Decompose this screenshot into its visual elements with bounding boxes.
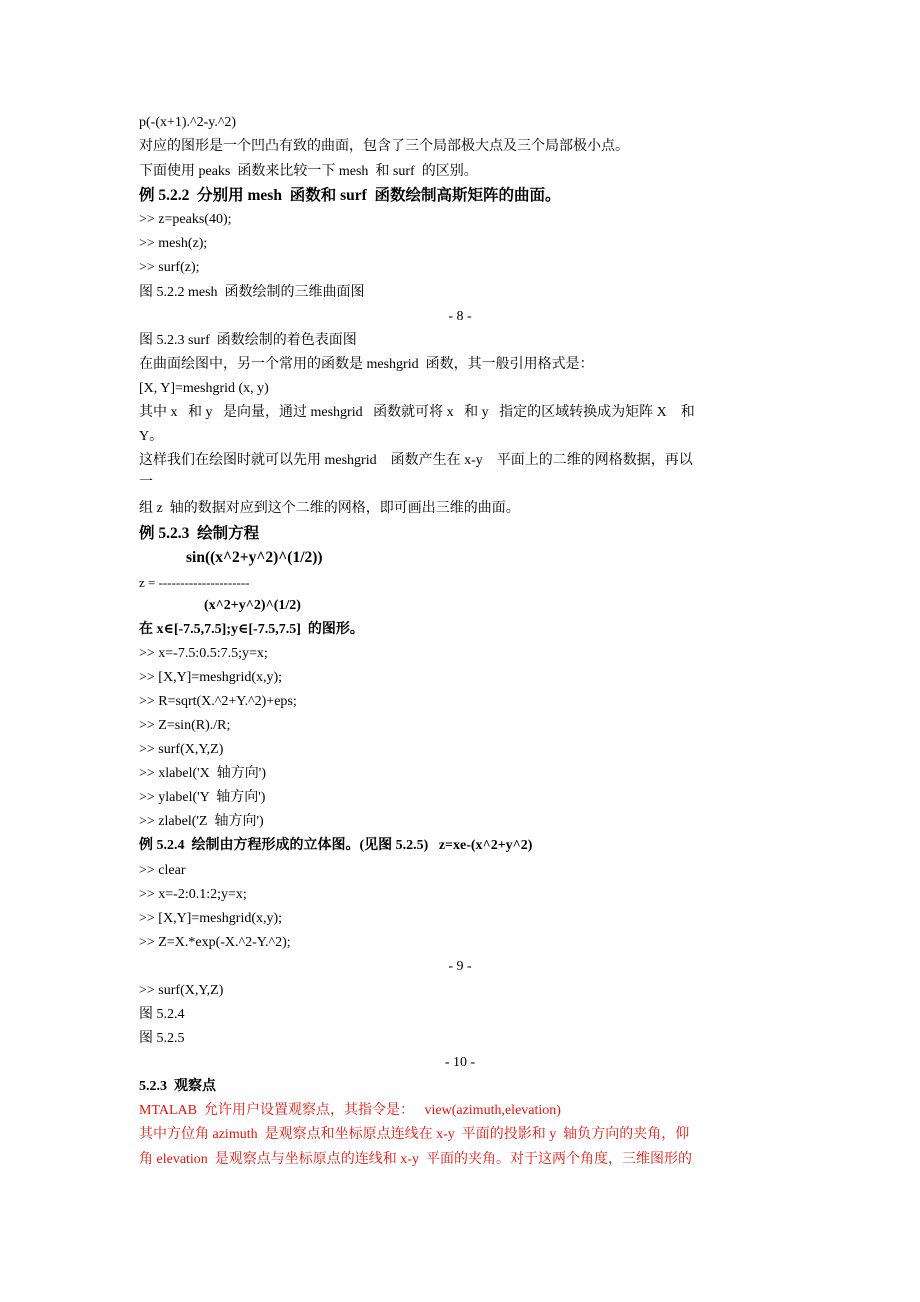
text-line: 在曲面绘图中，另一个常用的函数是 meshgrid 函数，其一般引用格式是： xyxy=(139,357,594,372)
code-line: >> z=peaks(40); xyxy=(139,212,232,227)
text-line: 这样我们在绘图时就可以先用 meshgrid 函数产生在 x-y 平面上的二维的网格数据，再以 xyxy=(139,453,693,468)
equation-denominator: (x^2+y^2)^(1/2) xyxy=(204,598,301,613)
code-line: >> surf(X,Y,Z) xyxy=(139,742,224,757)
page-number: - 9 - xyxy=(448,959,472,974)
text-line: 其中方位角 azimuth 是观察点和坐标原点连线在 x-y 平面的投影和 y 轴负方向的夹角，仰 xyxy=(139,1127,690,1142)
code-line: >> ylabel('Y 轴方向') xyxy=(139,790,266,805)
example-heading: 例 5.2.2 分别用 mesh 函数和 surf 函数绘制高斯矩阵的曲面。 xyxy=(139,187,561,204)
code-line: >> Z=X.*exp(-X.^2-Y.^2); xyxy=(139,935,291,950)
code-line: >> mesh(z); xyxy=(139,236,208,251)
text-line: Y。 xyxy=(139,429,164,444)
text-line: 其中 x 和 y 是向量，通过 meshgrid 函数就可将 x 和 y 指定的区域转换成为矩阵 X 和 xyxy=(139,405,695,420)
code-line: >> Z=sin(R)./R; xyxy=(139,718,231,733)
figure-caption: 图 5.2.5 xyxy=(139,1031,185,1046)
code-line: >> xlabel('X 轴方向') xyxy=(139,766,266,781)
text-line: [X, Y]=meshgrid (x, y) xyxy=(139,381,269,396)
text-line: MTALAB 允许用户设置观察点，其指令是： view(azimuth,elevation) xyxy=(139,1103,561,1118)
code-line: >> x=-7.5:0.5:7.5;y=x; xyxy=(139,646,268,661)
figure-caption: 图 5.2.2 mesh 函数绘制的三维曲面图 xyxy=(139,285,365,300)
code-line: >> zlabel('Z 轴方向') xyxy=(139,814,264,829)
text-line: p(-(x+1).^2-y.^2) xyxy=(139,115,237,130)
figure-caption: 图 5.2.3 surf 函数绘制的着色表面图 xyxy=(139,333,357,348)
section-heading: 5.2.3 观察点 xyxy=(139,1079,216,1094)
example-heading: 例 5.2.4 绘制由方程形成的立体图。(见图 5.2.5) z=xe-(x^2+y^2) xyxy=(139,838,533,853)
text-line: 一 xyxy=(139,475,153,490)
code-line: >> [X,Y]=meshgrid(x,y); xyxy=(139,911,283,926)
text-line: 在 x∈[-7.5,7.5];y∈[-7.5,7.5] 的图形。 xyxy=(139,622,364,637)
example-heading: 例 5.2.3 绘制方程 xyxy=(139,525,260,542)
code-line: >> R=sqrt(X.^2+Y.^2)+eps; xyxy=(139,694,297,709)
text-line: 组 z 轴的数据对应到这个二维的网格，即可画出三维的曲面。 xyxy=(139,501,520,516)
equation-fraction-line: z = --------------------- xyxy=(139,575,250,590)
equation-numerator: sin((x^2+y^2)^(1/2)) xyxy=(186,549,323,566)
page-number: - 8 - xyxy=(448,309,472,324)
page-number: - 10 - xyxy=(444,1055,476,1070)
text-line: 角 elevation 是观察点与坐标原点的连线和 x-y 平面的夹角。对于这两个角度，三维图形的 xyxy=(139,1152,692,1167)
code-line: >> [X,Y]=meshgrid(x,y); xyxy=(139,670,283,685)
text-line: 对应的图形是一个凹凸有致的曲面，包含了三个局部极大点及三个局部极小点。 xyxy=(139,139,629,154)
figure-caption: 图 5.2.4 xyxy=(139,1007,185,1022)
code-line: >> x=-2:0.1:2;y=x; xyxy=(139,887,247,902)
code-line: >> surf(z); xyxy=(139,260,200,275)
code-line: >> clear xyxy=(139,863,186,878)
code-line: >> surf(X,Y,Z) xyxy=(139,983,224,998)
text-line: 下面使用 peaks 函数来比较一下 mesh 和 surf 的区别。 xyxy=(139,164,478,179)
